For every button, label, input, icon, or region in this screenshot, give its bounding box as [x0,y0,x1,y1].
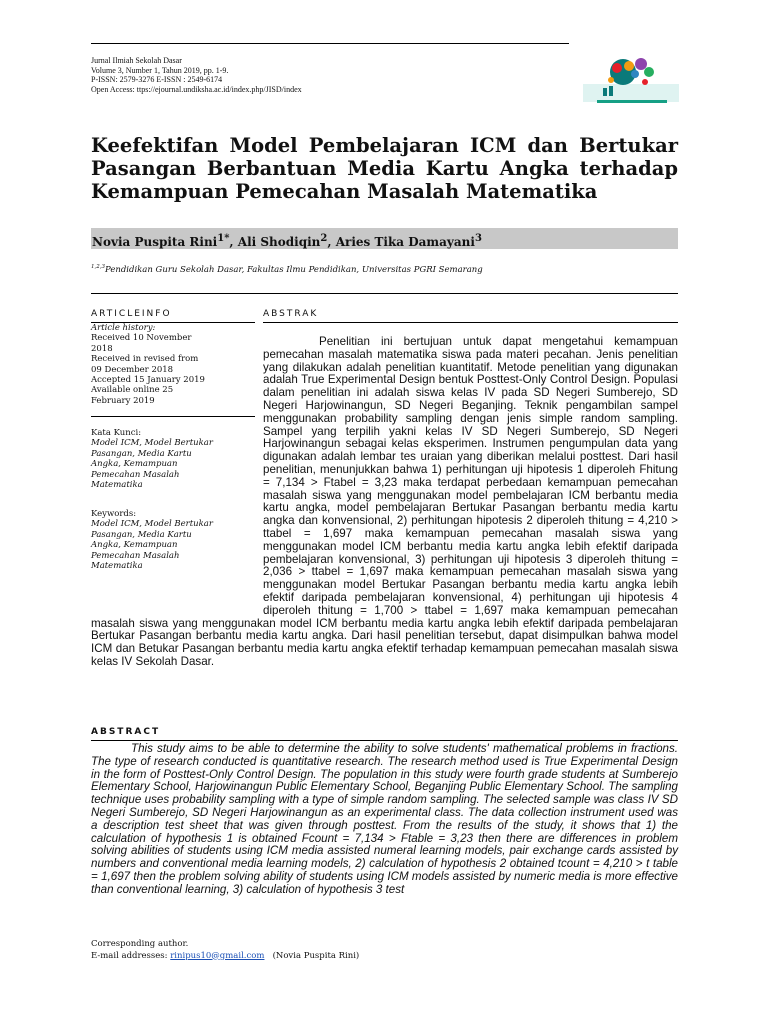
kata-kunci-line: Angka, Kemampuan [91,459,178,470]
abstrak-body [91,336,678,669]
correspondence [91,939,359,962]
journal-name: Jurnal Ilmiah Sekolah Dasar [91,56,182,65]
abstract-text: This study aims to be able to determine the ability to solve students' mathematical problems in fractions. The type of research conducted is quantitative research. The research method used is True Experimental Design in the form of Posttest-Only Control Design. The population in this study were fourth grade students at Sumberejo Elementary School, Harjowinangun Public Elementary School, Beganjing Public Elementary School. The sampling technique uses probability sampling with a type of simple random sampling. The selected sample was class IV SD Negeri Sumberejo, SD Negeri Harjowinangun as an experimental class. The data collection instrument used was a description test sheet that was given through posttest. From the results of the study, it shows that 1) the calculation of hypothesis 1 is obtained Fcount = 7,134 > Ftable = 3,23 then there are differences in problem solving abilities of students using ICM media assisted numeral learning models, pair exchange cards assisted by numbers and conventional media learning models, 2) calculation of hypothesis 2 obtained tcount = 4,210 > t table = 1,697 then the problem solving ability of students using ICM models assisted by numeric media is more effective than conventional learning, 3) calculation of hypothesis 3 test [91,742,678,896]
header-rule [91,43,569,44]
affiliation-text: Pendidikan Guru Sekolah Dasar, Fakultas Ilmu Pendidikan, Universitas PGRI Semarang [105,264,483,275]
kata-kunci-label: Kata Kunci: [91,428,142,438]
journal-volume: Volume 3, Number 1, Tahun 2019, pp. 1-9. [91,65,229,75]
article-info-heading: ARTICLEINFO [91,309,172,319]
author-separator: , [327,235,336,249]
author-sup: 1* [217,233,230,244]
corresponding-label: Corresponding author. [91,939,189,949]
abstract-rule [91,740,678,741]
received-date: Received 10 November [91,333,192,344]
kata-kunci-line: Pasangan, Media Kartu [91,448,192,459]
journal-logo-icon [583,44,679,108]
author-bar [91,228,678,249]
email-label: E-mail addresses: [91,950,171,961]
author-name: Ali Shodiqin [237,235,321,249]
abstrak-heading: ABSTRAK [263,309,319,319]
keywords-line: Matematika [91,561,143,572]
kata-kunci-line: Matematika [91,480,143,491]
abstract-body [91,743,678,897]
online-date: February 2019 [91,395,155,406]
article-info-spacer [91,336,263,608]
author-separator: , [229,235,238,249]
history-label: Article history: [91,323,156,333]
keywords-line: Pemecahan Masalah [91,550,180,561]
author-name: Novia Puspita Rini [92,235,218,249]
online-date: Available online 25 [91,385,174,396]
abstrak-text: Penelitian ini bertujuan untuk dapat mengetahui kemampuan pemecahan masalah matematika siswa pada materi pecahan. Jenis penelitian yang dilakukan adalah penelitian kuantitatif. Metode penelitian yang digunakan adalah True Experimental Design bentuk Posttest-Only Control Design. Populasi dalam penelitian ini adalah siswa kelas IV pada SD Negeri Sumberejo, SD Negeri Harjowinangun, SD Negeri Beganjing. Teknik pengambilan sampel menggunakan probability sampling dengan jenis simple random sampling. Sampel yang terpilih yakni kelas IV SD Negeri Sumberejo, SD Negeri Harjowinangun sebagai kelas eksperimen. Instrumen pengumpulan data yang digunakan adalah lembar tes uraian yang diberikan melalui posttest. Dari hasil penelitian, menunjukkan bahwa 1) perhitungan uji hipotesis 1 diperoleh Fhitung = 7,134 > Ftabel = 3,23 maka terdapat perbedaan kemampuan pemecahan masalah siswa yang menggunakan model pembelajaran ICM berbantu media kartu angka, model pembelajaran Bertukar Pasangan berbantu media kartu angka dan konvensional, 2) perhitungan hipotesis 2 diperoleh thitung = 4,210 > ttabel = 1,697 maka kemampuan pemecahan masalah siswa yang menggunakan model ICM berbantu media kartu angka lebih efektif daripada pembelajaran konvensional, 3) perhitungan uji hipotesis 3 diperoleh thitung = 2,036 > ttabel = 1,697 maka kemampuan pemecahan masalah siswa yang menggunakan model Bertukar Pasangan berbantu media kartu angka lebih efektif daripada pembelajaran konvensional, 4) perhitungan uji hipotesis 4 diperoleh thitung = 1,700 > ttabel = 1,697 maka kemampuan pemecahan masalah siswa yang menggunakan model ICM berbantu media kartu angka lebih efektif daripada pembelajaran Bertukar Pasangan berbantu media kartu angka. Dari hasil penelitian tersebut, dapat disimpulkan bahwa model ICM dan Betukar Pasangan berbantu media kartu angka efektif terhadap kemampuan pemecahan masalah siswa kelas IV Sekolah Dasar. [91,335,678,668]
kata-kunci-line: Model ICM, Model Bertukar [91,438,213,449]
received-date: 2018 [91,343,113,354]
author-contact-name: (Novia Puspita Rini) [272,950,360,961]
kata-kunci-line: Pemecahan Masalah [91,469,180,480]
section-rule [91,293,678,294]
author-name: Aries Tika Damayani [335,235,475,249]
keywords-label: Keywords: [91,509,137,519]
abstrak-rule [263,322,678,323]
affiliation [91,264,483,275]
paper-title: Keefektifan Model Pembelajaran ICM dan Bertukar Pasangan Berbantuan Media Kartu Angka terhadap Kemampuan Pemecahan Masalah Matematika [91,134,678,203]
keywords-line: Pasangan, Media Kartu [91,529,192,540]
keywords-line: Model ICM, Model Bertukar [91,519,213,530]
journal-access: Open Access: ttps://ejournal.undiksha.ac.id/index.php/JISD/index [91,84,302,94]
revised-date: 09 December 2018 [91,364,174,375]
email-link[interactable]: rinipus10@gmail.com [170,950,265,961]
journal-info [91,56,302,94]
journal-issn: P-ISSN: 2579-3276 E-ISSN : 2549-6174 [91,75,223,85]
keywords-line: Angka, Kemampuan [91,540,178,551]
author-sup: 2 [320,233,328,244]
author-sup: 3 [474,233,482,244]
affiliation-sup: 1,2,3 [91,264,105,270]
revised-date: Received in revised from [91,354,199,365]
abstract-heading: ABSTRACT [91,727,161,737]
accepted-date: Accepted 15 January 2019 [91,375,205,386]
